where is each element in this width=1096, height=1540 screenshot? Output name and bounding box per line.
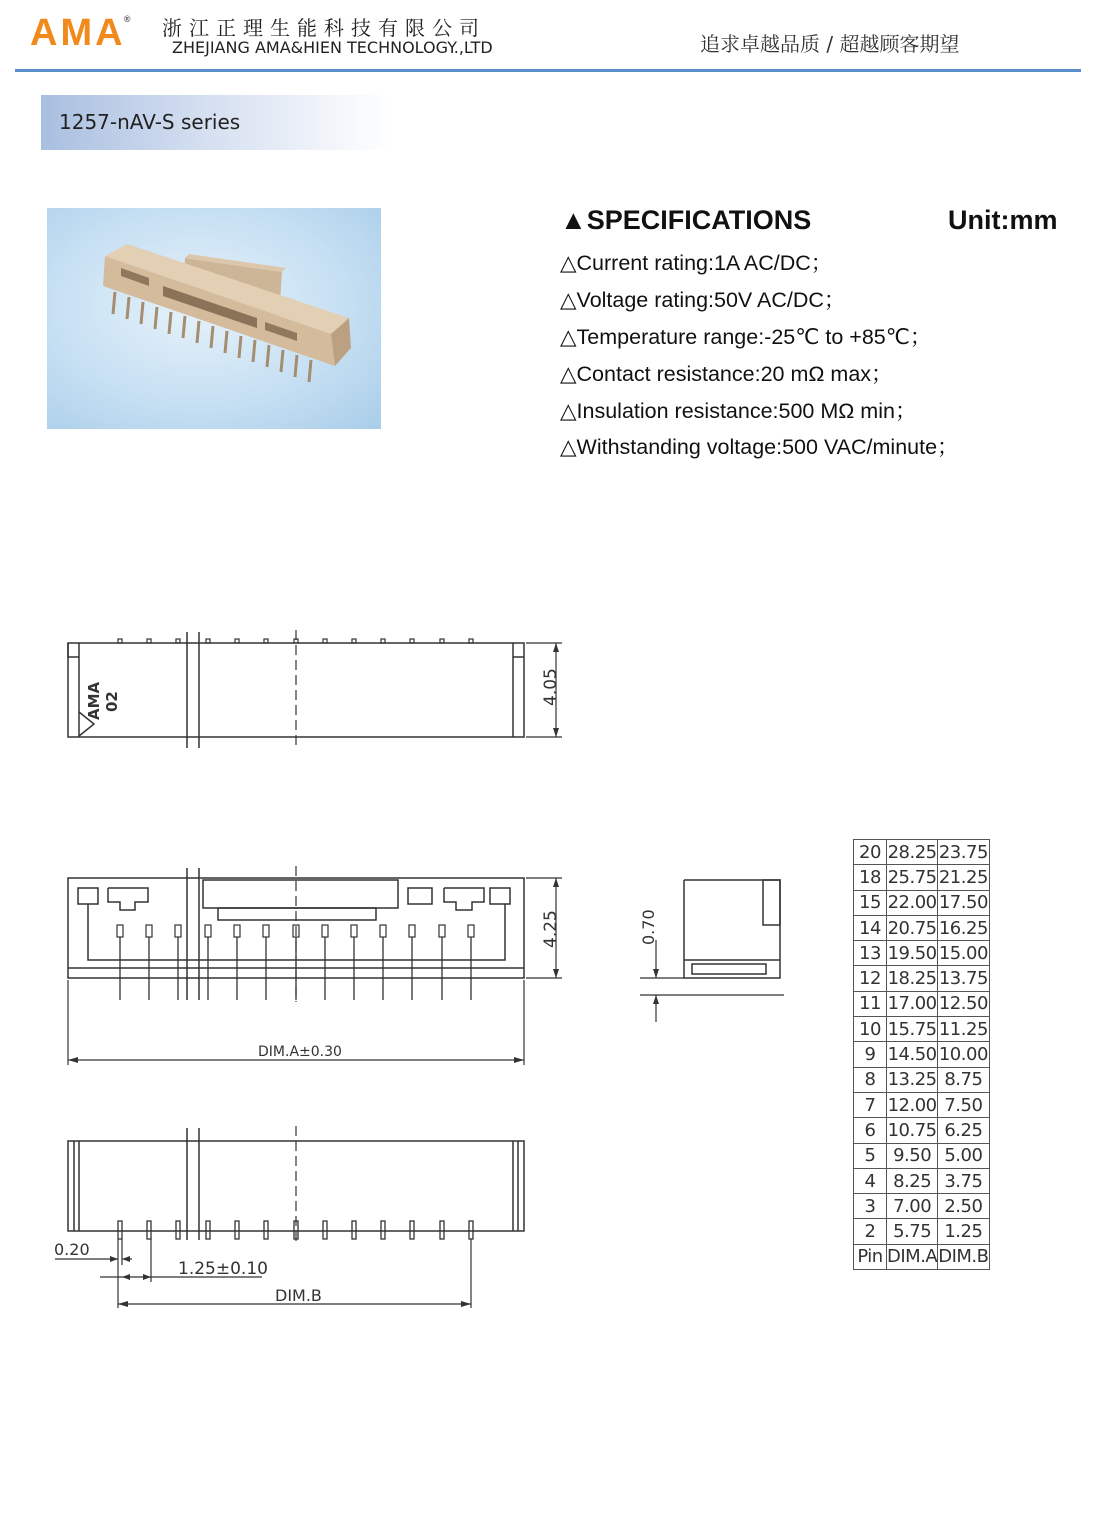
dim-a-label: DIM.A±0.30 bbox=[258, 1044, 342, 1060]
dim-b-cell: 11.25 bbox=[938, 1017, 989, 1042]
table-row bbox=[854, 840, 990, 865]
marking-brand: AMA bbox=[85, 681, 103, 720]
table-row bbox=[854, 1017, 990, 1042]
pin-count-cell: 15 bbox=[854, 890, 887, 915]
spec-contact-resistance: △Contact resistance:20 mΩ max； bbox=[560, 362, 893, 386]
product-photo bbox=[47, 208, 381, 429]
table-row bbox=[854, 890, 990, 915]
series-banner bbox=[41, 95, 391, 150]
dim-b-cell: 16.25 bbox=[938, 915, 989, 940]
header-dim-a: DIM.A bbox=[887, 1244, 938, 1269]
spec-withstanding-voltage: △Withstanding voltage:500 VAC/minute； bbox=[560, 435, 959, 459]
dim-a-cell: 7.00 bbox=[887, 1194, 938, 1219]
pin-count-cell: 20 bbox=[854, 840, 887, 865]
dim-pitch: 1.25±0.10 bbox=[178, 1259, 268, 1279]
pin-dimension-table bbox=[853, 839, 990, 1270]
table-row bbox=[854, 1168, 990, 1193]
dim-a-cell: 22.00 bbox=[887, 890, 938, 915]
table-row bbox=[854, 1042, 990, 1067]
side-view bbox=[640, 880, 784, 1022]
dim-a-cell: 9.50 bbox=[887, 1143, 938, 1168]
pin-count-cell: 12 bbox=[854, 966, 887, 991]
dim-b-label: DIM.B bbox=[275, 1286, 322, 1305]
specifications-title: ▲SPECIFICATIONS bbox=[560, 205, 812, 235]
pin-count-cell: 13 bbox=[854, 941, 887, 966]
pin-count-cell: 6 bbox=[854, 1118, 887, 1143]
table-row bbox=[854, 1143, 990, 1168]
dim-height-front: 4.25 bbox=[541, 910, 561, 948]
table-row bbox=[854, 966, 990, 991]
registered-mark: ® bbox=[123, 14, 134, 24]
pin-count-cell: 14 bbox=[854, 915, 887, 940]
series-title: 1257-nAV-S series bbox=[59, 110, 241, 134]
dim-b-cell: 12.50 bbox=[938, 991, 989, 1016]
spec-insulation-resistance: △Insulation resistance:500 MΩ min； bbox=[560, 399, 917, 423]
pin-count-cell: 18 bbox=[854, 865, 887, 890]
dim-a-cell: 10.75 bbox=[887, 1118, 938, 1143]
dim-a-cell: 18.25 bbox=[887, 966, 938, 991]
dim-a-cell: 15.75 bbox=[887, 1017, 938, 1042]
dim-a-cell: 19.50 bbox=[887, 941, 938, 966]
pin-count-cell: 10 bbox=[854, 1017, 887, 1042]
dim-b-cell: 17.50 bbox=[938, 890, 989, 915]
table-row bbox=[854, 1194, 990, 1219]
dim-b-cell: 10.00 bbox=[938, 1042, 989, 1067]
dim-b-cell: 8.75 bbox=[938, 1067, 989, 1092]
dim-b-cell: 7.50 bbox=[938, 1092, 989, 1117]
dim-a-cell: 17.00 bbox=[887, 991, 938, 1016]
marking-pin: 02 bbox=[103, 691, 121, 712]
pin-count-cell: 5 bbox=[854, 1143, 887, 1168]
spec-voltage-rating: △Voltage rating:50V AC/DC； bbox=[560, 288, 846, 312]
table-row bbox=[854, 1219, 990, 1244]
table-row bbox=[854, 865, 990, 890]
header-dim-b: DIM.B bbox=[938, 1244, 989, 1269]
pin-count-cell: 7 bbox=[854, 1092, 887, 1117]
spec-temperature-range: △Temperature range:-25℃ to +85℃； bbox=[560, 325, 932, 349]
pin-count-cell: 8 bbox=[854, 1067, 887, 1092]
dim-b-cell: 6.25 bbox=[938, 1118, 989, 1143]
specifications-unit: Unit:mm bbox=[948, 205, 1058, 235]
dim-a-cell: 14.50 bbox=[887, 1042, 938, 1067]
company-slogan: 追求卓越品质 / 超越顾客期望 bbox=[700, 32, 960, 56]
pin-count-cell: 3 bbox=[854, 1194, 887, 1219]
company-logo bbox=[30, 12, 134, 55]
table-row bbox=[854, 1092, 990, 1117]
logo-text: AMA bbox=[30, 12, 126, 54]
dim-a-cell: 12.00 bbox=[887, 1092, 938, 1117]
table-row bbox=[854, 1118, 990, 1143]
dim-b-cell: 15.00 bbox=[938, 941, 989, 966]
table-header-row bbox=[854, 1244, 990, 1269]
company-name-en: ZHEJIANG AMA&HIEN TECHNOLOGY.,LTD bbox=[172, 38, 493, 57]
dim-b-cell: 23.75 bbox=[938, 840, 989, 865]
header-pin: Pin bbox=[854, 1244, 887, 1269]
table-row bbox=[854, 915, 990, 940]
dim-a-cell: 8.25 bbox=[887, 1168, 938, 1193]
dim-a-cell: 28.25 bbox=[887, 840, 938, 865]
dim-b-cell: 3.75 bbox=[938, 1168, 989, 1193]
dim-b-cell: 5.00 bbox=[938, 1143, 989, 1168]
header-divider bbox=[15, 69, 1081, 72]
company-name-cn: 浙江正理生能科技有限公司 bbox=[162, 16, 486, 40]
pin-count-cell: 4 bbox=[854, 1168, 887, 1193]
dim-a-cell: 20.75 bbox=[887, 915, 938, 940]
dim-b-cell: 1.25 bbox=[938, 1219, 989, 1244]
dim-side-label: 0.70 bbox=[639, 909, 658, 945]
table-row bbox=[854, 991, 990, 1016]
pin-count-cell: 9 bbox=[854, 1042, 887, 1067]
pin-count-cell: 11 bbox=[854, 991, 887, 1016]
dim-b-cell: 2.50 bbox=[938, 1194, 989, 1219]
dim-height-top: 4.05 bbox=[541, 668, 561, 706]
dim-a-cell: 25.75 bbox=[887, 865, 938, 890]
dim-b-cell: 13.75 bbox=[938, 966, 989, 991]
table-row bbox=[854, 1067, 990, 1092]
dim-b-cell: 21.25 bbox=[938, 865, 989, 890]
dim-a-cell: 13.25 bbox=[887, 1067, 938, 1092]
connector-illustration bbox=[47, 208, 381, 429]
pin-count-cell: 2 bbox=[854, 1219, 887, 1244]
dim-a-cell: 5.75 bbox=[887, 1219, 938, 1244]
dim-pin-width: 0.20 bbox=[54, 1240, 90, 1259]
spec-current-rating: △Current rating:1A AC/DC； bbox=[560, 251, 833, 275]
table-row bbox=[854, 941, 990, 966]
